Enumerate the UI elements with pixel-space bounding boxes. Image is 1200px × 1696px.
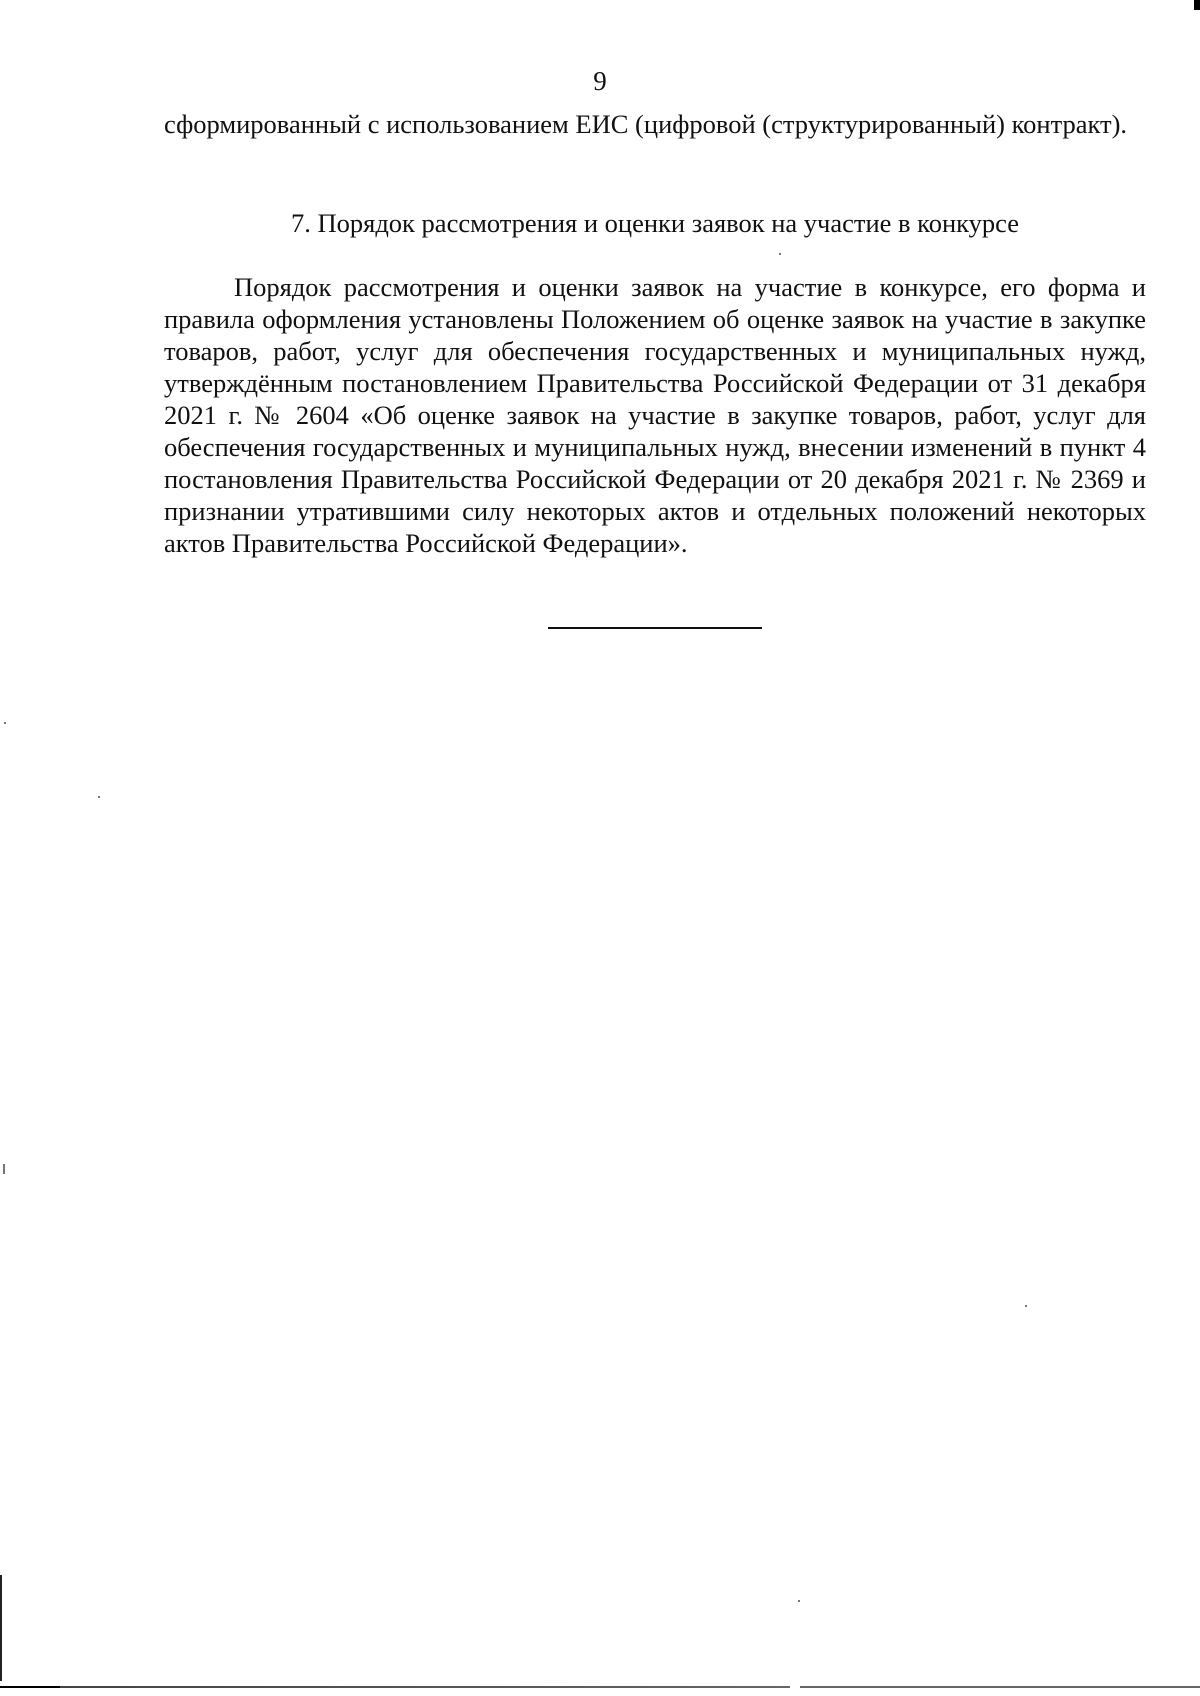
continuation-text: сформированный с использованием ЕИС (цифровой (структурированный) контракт).	[164, 109, 1128, 139]
scan-speck	[4, 722, 6, 724]
scan-mark-left-edge	[0, 1575, 2, 1681]
scan-line-bottom	[0, 1686, 1200, 1688]
continuation-paragraph	[164, 108, 1146, 140]
scan-speck	[3, 1164, 5, 1174]
scan-speck	[798, 1600, 800, 1602]
scan-mark-top-right	[1194, 0, 1200, 10]
scan-speck	[98, 796, 100, 798]
section-body-paragraph	[164, 271, 1146, 559]
scan-speck	[779, 253, 781, 255]
page-number: 9	[593, 66, 607, 96]
scan-speck	[1025, 1305, 1027, 1307]
section-body-text: Порядок рассмотрения и оценки заявок на участие в конкурсе, его форма и правила оформления установлены Положением об оценке заявок на участие в закупке товаров, работ, услуг для обеспечения государственных и муниципальных нужд, утверждённым постановлением Правительства Российской Федерации от 31 декабря 2021 г. № 2604 «Об оценке заявок на участие в закупке товаров, работ, услуг для обеспечения государственных и муниципальных нужд, внесении изменений в пункт 4 постановления Правительства Российской Федерации от 20 декабря 2021 г. № 2369 и признании утратившими силу некоторых актов и отдельных положений некоторых актов Правительства Российской Федерации».	[164, 272, 1146, 558]
end-of-text-rule	[548, 627, 762, 629]
section-heading: 7. Порядок рассмотрения и оценки заявок на участие в конкурсе	[291, 208, 1019, 238]
